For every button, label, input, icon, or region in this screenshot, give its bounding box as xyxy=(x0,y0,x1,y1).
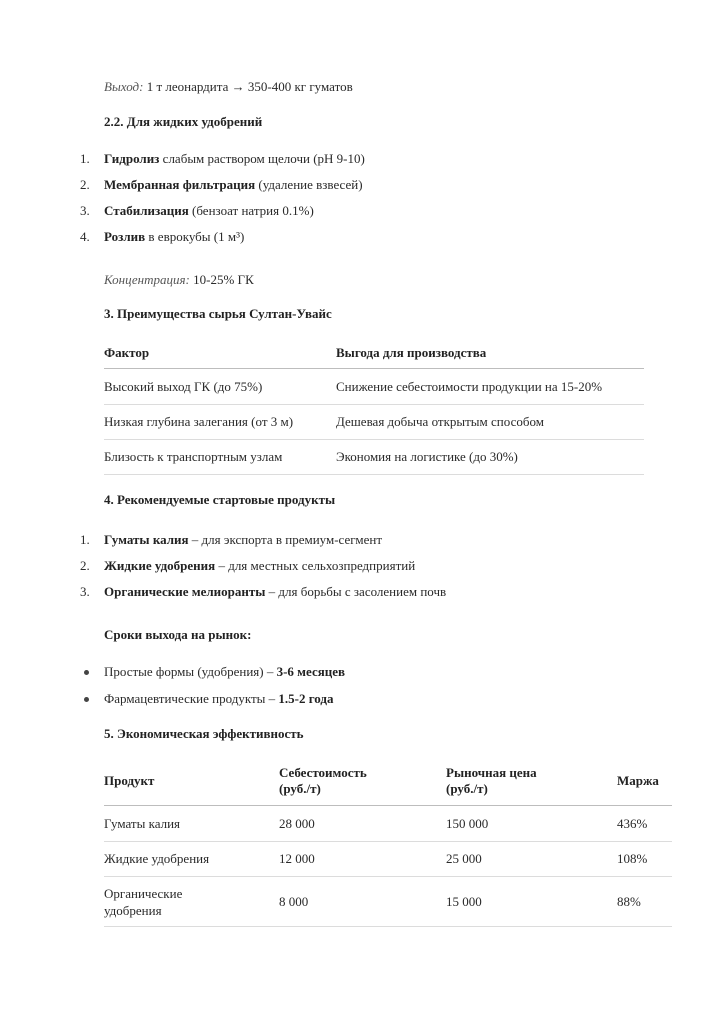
header-line: (руб./т) xyxy=(446,781,488,796)
table-divider xyxy=(104,404,644,405)
table-header-margin: Маржа xyxy=(617,773,659,788)
table-cell: Низкая глубина залегания (от 3 м) xyxy=(104,414,294,429)
table-cell: Жидкие удобрения xyxy=(104,851,210,866)
table-header-factor: Фактор xyxy=(104,345,150,360)
section-2-2-title: 2.2. Для жидких удобрений xyxy=(104,114,263,129)
table-divider xyxy=(104,805,672,806)
concentration-value: 10-25% ГК xyxy=(193,272,254,287)
table-cell: 12 000 xyxy=(279,851,315,866)
list-number: 2. xyxy=(80,177,90,192)
output-text: 1 т леонардита → 350-400 кг гуматов xyxy=(146,79,353,94)
table-cell: 436% xyxy=(617,816,648,831)
table-divider xyxy=(104,926,672,927)
table-divider xyxy=(104,876,672,877)
concentration-label: Концентрация: xyxy=(104,272,190,287)
list-number: 3. xyxy=(80,203,90,218)
output-label: Выход: xyxy=(104,79,144,94)
table-cell: Близость к транспортным узлам xyxy=(104,449,283,464)
step-term: Мембранная фильтрация xyxy=(104,177,256,192)
timing-value: 3-6 месяцев xyxy=(276,664,346,679)
step-desc: слабым раствором щелочи (pH 9-10) xyxy=(162,151,365,166)
list-item xyxy=(104,664,345,680)
table-cell: 28 000 xyxy=(279,816,315,831)
section-5-title: 5. Экономическая эффективность xyxy=(104,726,304,741)
table-cell: Экономия на логистике (до 30%) xyxy=(336,449,518,464)
list-number: 3. xyxy=(80,584,90,599)
table-cell: 88% xyxy=(617,894,641,909)
table-divider xyxy=(104,474,644,475)
product-desc: – для борьбы с засолением почв xyxy=(268,584,447,599)
cell-line: удобрения xyxy=(104,903,162,918)
timing-value: 1.5-2 года xyxy=(278,691,334,706)
step-desc: в еврокубы (1 м³) xyxy=(148,229,245,244)
table-cell: Гуматы калия xyxy=(104,816,181,831)
section-4-title: 4. Рекомендуемые стартовые продукты xyxy=(104,492,336,507)
table-header-product: Продукт xyxy=(104,773,155,788)
product-desc: – для экспорта в премиум-сегмент xyxy=(191,532,383,547)
table-cell xyxy=(104,885,182,919)
table-divider xyxy=(104,368,644,369)
list-number: 1. xyxy=(80,532,90,547)
product-name: Органические мелиоранты xyxy=(104,584,266,599)
product-name: Жидкие удобрения xyxy=(104,558,216,573)
timing-title: Сроки выхода на рынок: xyxy=(104,627,252,642)
timing-text: Простые формы (удобрения) – xyxy=(104,664,274,679)
table-cell: 108% xyxy=(617,851,648,866)
table-cell: 8 000 xyxy=(279,894,309,909)
list-number: 2. xyxy=(80,558,90,573)
step-term: Розлив xyxy=(104,229,146,244)
step-desc: (удаление взвесей) xyxy=(258,177,363,192)
table-cell: Высокий выход ГК (до 75%) xyxy=(104,379,263,394)
list-number: 4. xyxy=(80,229,90,244)
list-number: 1. xyxy=(80,151,90,166)
table-cell: Дешевая добыча открытым способом xyxy=(336,414,544,429)
step-term: Гидролиз xyxy=(104,151,160,166)
list-item xyxy=(104,691,334,707)
section-3-title: 3. Преимущества сырья Султан-Увайс xyxy=(104,306,332,321)
table-divider xyxy=(104,439,644,440)
product-name: Гуматы калия xyxy=(104,532,189,547)
header-line: Себестоимость xyxy=(279,765,367,780)
table-cell: 15 000 xyxy=(446,894,482,909)
product-desc: – для местных сельхозпредприятий xyxy=(218,558,416,573)
step-term: Стабилизация xyxy=(104,203,189,218)
concentration-line xyxy=(104,272,254,288)
table-cell: Снижение себестоимости продукции на 15-20% xyxy=(336,379,603,394)
table-cell: 150 000 xyxy=(446,816,489,831)
table-header-benefit: Выгода для производства xyxy=(336,345,487,360)
bullet-icon xyxy=(84,697,89,702)
header-line: Рыночная цена xyxy=(446,765,537,780)
step-desc: (бензоат натрия 0.1%) xyxy=(192,203,314,218)
table-cell: 25 000 xyxy=(446,851,482,866)
header-line: (руб./т) xyxy=(279,781,321,796)
table-header-cost xyxy=(279,765,367,797)
table-header-price xyxy=(446,765,537,797)
timing-text: Фармацевтические продукты – xyxy=(104,691,276,706)
output-line xyxy=(104,79,353,95)
bullet-icon xyxy=(84,670,89,675)
cell-line: Органические xyxy=(104,886,183,901)
table-divider xyxy=(104,841,672,842)
